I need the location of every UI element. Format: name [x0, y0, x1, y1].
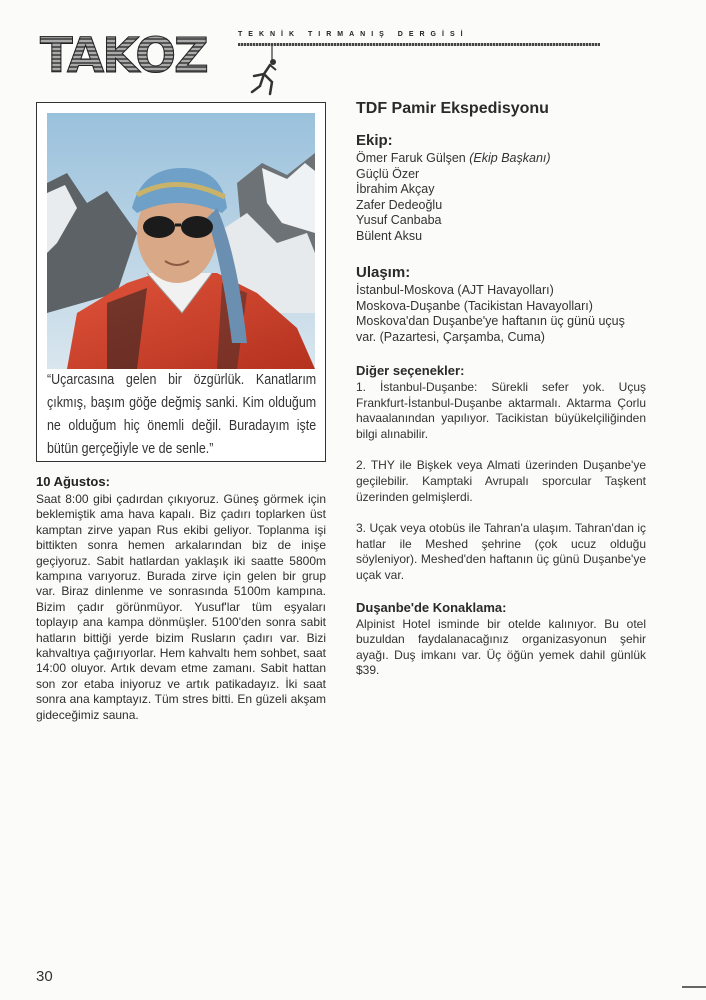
transport-item: Moskova'dan Duşanbe'ye haftanın üç günü uçuş var. (Pazartesi, Çarşamba, Cuma) — [356, 314, 625, 344]
lodging-text: Alpinist Hotel isminde bir otelde kalınıyor. Bu otel buzuldan faydalanacağınız organizasyonun şehir ayağı. Duş imkanı var. Üç öğün yemek dahil günlük $39. — [356, 616, 646, 678]
team-member: Ömer Faruk Gülşen (Ekip Başkanı) — [356, 151, 551, 165]
option-item: 2. THY ile Bişkek veya Almati üzerinden Duşanbe'ye geçilebilir. Kamptaki Avrupalı sporcular Taşkent üzerinden gelmişlerdi. — [356, 458, 646, 504]
right-column — [356, 100, 646, 679]
team-member: Zafer Dedeoğlu — [356, 197, 443, 212]
climber-icon — [246, 46, 282, 96]
photo-box — [36, 102, 326, 462]
team-member: Bülent Aksu — [356, 228, 423, 243]
corner-mark — [682, 986, 706, 988]
transport-list — [356, 283, 646, 345]
team-list — [356, 151, 646, 244]
lodging-heading: Duşanbe'de Konaklama: — [356, 599, 507, 615]
header-rule — [238, 43, 600, 46]
options-heading: Diğer seçenekler: — [356, 363, 465, 378]
climber-photo — [47, 113, 315, 369]
transport-item: İstanbul-Moskova (AJT Havayolları) — [356, 283, 554, 297]
day-heading: 10 Ağustos: — [36, 474, 110, 489]
team-member: Yusuf Canbaba — [356, 213, 442, 227]
article-title: TDF Pamir Ekspedisyonu — [356, 100, 549, 117]
magazine-logo: TAKOZ — [40, 28, 207, 84]
masthead — [40, 20, 600, 100]
left-column — [36, 474, 326, 723]
transport-item: Moskova-Duşanbe (Tacikistan Havayolları) — [356, 298, 593, 313]
page-number: 30 — [36, 968, 53, 985]
option-item: 3. Uçak veya otobüs ile Tahran'a ulaşım. Tahran'dan iç hatlar ile Meshed şehrine (çok ucuz olduğu söyleniyor). Meshed'den haftanın üç günü Duşanbe'ye uçak var. — [356, 521, 646, 582]
team-member: Güçlü Özer — [356, 166, 420, 181]
transport-heading: Ulaşım: — [356, 264, 411, 281]
team-heading: Ekip: — [356, 132, 393, 149]
photo-caption: “Uçarcasına gelen bir özgürlük. Kanatlarım çıkmış, başım göğe değmiş sanki. Kim olduğum ne olduğum hiç önemli değil. Buradayım işte bütün gerçeğiyle ve de senle.” — [47, 372, 317, 457]
team-member: İbrahim Akçay — [356, 182, 435, 196]
option-item: 1. İstanbul-Duşanbe: Sürekli sefer yok. Uçuş Frankfurt-İstanbul-Duşanbe aktarmalı. Aktarma Çorlu havaalanından yapılıyor. Tacikistan büyükelçiliğinden bilgi alınabilir. — [356, 380, 646, 441]
day-body-text: Saat 8:00 gibi çadırdan çıkıyoruz. Güneş görmek için beklemiştik ama hava kapalı. Biz çadırı toplarken üst kamptan zirve yapan Rus ekibi geliyor. Toplanma işi bittikten sonra hemen arkalarından biz de inişe geçiyoruz. Sabit hatlardan yaklaşık iki saatte 5800m kampına varıyoruz. Burada zirve için gelen bir grup var. Biraz dinlenme ve sonrasında 5100m kampına. Bizim çadır görünmüyor. Yusuf'lar tüm eşyaları toplayıp ana kampa dönmüşler. 5100'den sonra sabit hatların bittiği yerde bizim Rusların çadırı var. Bizi kahvaltıya çağırıyorlar. Hem kahvaltı hem sohbet, saat 14:00 oluyor. Artık devam etme zamanı. Sabit hattan son zor etaba iniyoruz ve artık patikadayız. İki saat sonra ana kamptayız. Tüm stres bitti. En güzeli akşam gideceğimiz sauna. — [36, 492, 326, 722]
magazine-tagline: TEKNİK TIRMANIŞ DERGİSİ — [238, 31, 469, 38]
